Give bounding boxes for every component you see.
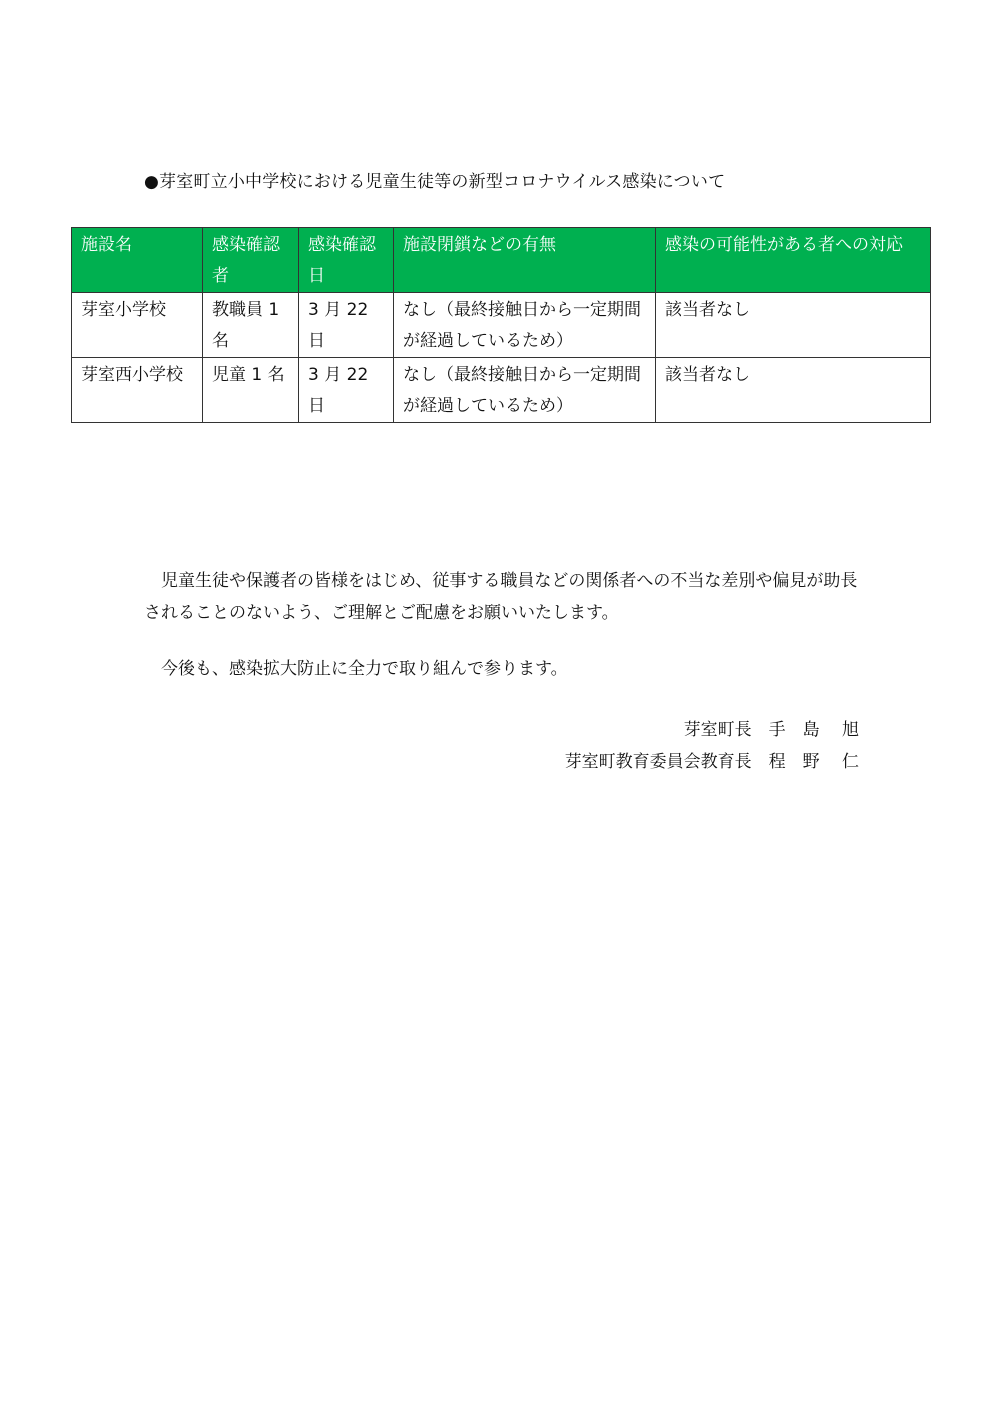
header-response: 感染の可能性がある者への対応 bbox=[656, 228, 931, 293]
infection-table bbox=[71, 227, 931, 423]
cell-closure: なし（最終接触日から一定期間が経過しているため） bbox=[394, 358, 656, 423]
table-row bbox=[72, 358, 931, 423]
signature-superintendent: 芽室町教育委員会教育長 程 野 仁 bbox=[564, 752, 859, 772]
header-confirmed-person: 感染確認者 bbox=[203, 228, 299, 293]
request-paragraph: 児童生徒や保護者の皆様をはじめ、従事する職員などの関係者への不当な差別や偏見が助長されることのないよう、ご理解とご配慮をお願いいたします。 bbox=[144, 571, 858, 623]
cell-confirmed-person: 教職員 1 名 bbox=[203, 293, 299, 358]
header-confirmed-date: 感染確認日 bbox=[299, 228, 394, 293]
cell-facility: 芽室西小学校 bbox=[72, 358, 203, 423]
cell-response: 該当者なし bbox=[656, 358, 931, 423]
commitment-paragraph: 今後も、感染拡大防止に全力で取り組んで参ります。 bbox=[161, 659, 568, 679]
signature-mayor: 芽室町長 手 島 旭 bbox=[683, 720, 859, 740]
table-header-row bbox=[72, 228, 931, 293]
table-row bbox=[72, 293, 931, 358]
cell-facility: 芽室小学校 bbox=[72, 293, 203, 358]
notice-heading: ●芽室町立小中学校における児童生徒等の新型コロナウイルス感染について bbox=[144, 172, 726, 192]
header-closure: 施設閉鎖などの有無 bbox=[394, 228, 656, 293]
cell-response: 該当者なし bbox=[656, 293, 931, 358]
cell-closure: なし（最終接触日から一定期間が経過しているため） bbox=[394, 293, 656, 358]
cell-confirmed-date: 3 月 22 日 bbox=[299, 293, 394, 358]
cell-confirmed-date: 3 月 22 日 bbox=[299, 358, 394, 423]
cell-confirmed-person: 児童 1 名 bbox=[203, 358, 299, 423]
header-facility: 施設名 bbox=[72, 228, 203, 293]
